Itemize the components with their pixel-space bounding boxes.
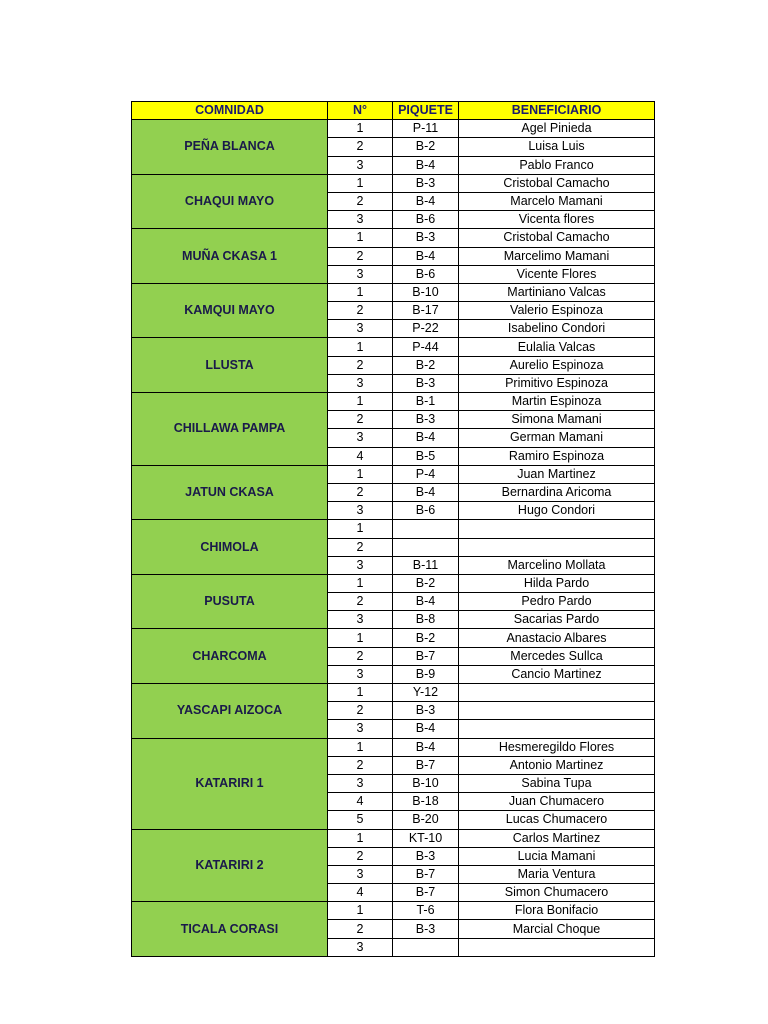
piquete-cell: B-3 bbox=[393, 374, 459, 392]
beneficiary-cell bbox=[459, 702, 655, 720]
row-number-cell: 2 bbox=[328, 593, 393, 611]
beneficiary-cell: Antonio Martinez bbox=[459, 756, 655, 774]
beneficiaries-table bbox=[131, 101, 655, 957]
row-number-cell: 2 bbox=[328, 847, 393, 865]
table-row bbox=[132, 338, 655, 356]
piquete-cell: B-7 bbox=[393, 756, 459, 774]
piquete-cell: B-5 bbox=[393, 447, 459, 465]
piquete-cell: B-10 bbox=[393, 283, 459, 301]
row-number-cell: 1 bbox=[328, 738, 393, 756]
beneficiary-cell bbox=[459, 684, 655, 702]
table-row bbox=[132, 229, 655, 247]
table-row bbox=[132, 829, 655, 847]
beneficiary-cell: Sabina Tupa bbox=[459, 774, 655, 792]
beneficiary-cell: Pedro Pardo bbox=[459, 593, 655, 611]
piquete-cell: B-4 bbox=[393, 429, 459, 447]
piquete-cell: B-6 bbox=[393, 502, 459, 520]
table-row bbox=[132, 465, 655, 483]
piquete-cell: B-17 bbox=[393, 302, 459, 320]
piquete-cell: B-2 bbox=[393, 629, 459, 647]
piquete-cell: B-3 bbox=[393, 411, 459, 429]
table-row bbox=[132, 684, 655, 702]
beneficiary-cell: Carlos Martinez bbox=[459, 829, 655, 847]
beneficiary-cell: Maria Ventura bbox=[459, 865, 655, 883]
beneficiary-cell: Sacarias Pardo bbox=[459, 611, 655, 629]
beneficiary-cell: Martiniano Valcas bbox=[459, 283, 655, 301]
table-row bbox=[132, 283, 655, 301]
beneficiary-cell: Juan Chumacero bbox=[459, 793, 655, 811]
row-number-cell: 2 bbox=[328, 356, 393, 374]
header-piquete: PIQUETE bbox=[393, 102, 459, 120]
beneficiary-cell: Pablo Franco bbox=[459, 156, 655, 174]
beneficiary-cell: Marcelino Mollata bbox=[459, 556, 655, 574]
piquete-cell: B-4 bbox=[393, 738, 459, 756]
piquete-cell: B-7 bbox=[393, 647, 459, 665]
piquete-cell: Y-12 bbox=[393, 684, 459, 702]
row-number-cell: 2 bbox=[328, 247, 393, 265]
community-cell: PUSUTA bbox=[132, 574, 328, 629]
beneficiary-cell bbox=[459, 720, 655, 738]
beneficiary-cell: Vicenta flores bbox=[459, 211, 655, 229]
row-number-cell: 3 bbox=[328, 502, 393, 520]
beneficiary-cell: Valerio Espinoza bbox=[459, 302, 655, 320]
row-number-cell: 3 bbox=[328, 865, 393, 883]
table-row bbox=[132, 520, 655, 538]
beneficiary-cell: Anastacio Albares bbox=[459, 629, 655, 647]
piquete-cell: KT-10 bbox=[393, 829, 459, 847]
beneficiary-cell: Marcelo Mamani bbox=[459, 192, 655, 210]
piquete-cell: B-20 bbox=[393, 811, 459, 829]
row-number-cell: 1 bbox=[328, 393, 393, 411]
piquete-cell: P-4 bbox=[393, 465, 459, 483]
row-number-cell: 2 bbox=[328, 411, 393, 429]
piquete-cell: B-4 bbox=[393, 247, 459, 265]
community-cell: CHARCOMA bbox=[132, 629, 328, 684]
beneficiary-cell: Lucia Mamani bbox=[459, 847, 655, 865]
community-cell: KATARIRI 2 bbox=[132, 829, 328, 902]
beneficiary-cell: Martin Espinoza bbox=[459, 393, 655, 411]
community-cell: CHILLAWA PAMPA bbox=[132, 393, 328, 466]
row-number-cell: 3 bbox=[328, 774, 393, 792]
row-number-cell: 1 bbox=[328, 574, 393, 592]
piquete-cell: B-7 bbox=[393, 884, 459, 902]
piquete-cell: B-6 bbox=[393, 211, 459, 229]
piquete-cell: B-11 bbox=[393, 556, 459, 574]
table-body bbox=[132, 120, 655, 957]
beneficiary-cell: Luisa Luis bbox=[459, 138, 655, 156]
row-number-cell: 2 bbox=[328, 756, 393, 774]
row-number-cell: 1 bbox=[328, 174, 393, 192]
piquete-cell: B-3 bbox=[393, 229, 459, 247]
row-number-cell: 4 bbox=[328, 793, 393, 811]
community-cell: TICALA CORASI bbox=[132, 902, 328, 957]
community-cell: MUÑA CKASA 1 bbox=[132, 229, 328, 284]
row-number-cell: 1 bbox=[328, 229, 393, 247]
row-number-cell: 3 bbox=[328, 720, 393, 738]
beneficiary-cell bbox=[459, 520, 655, 538]
row-number-cell: 2 bbox=[328, 483, 393, 501]
beneficiary-cell: Marcial Choque bbox=[459, 920, 655, 938]
piquete-cell: B-4 bbox=[393, 593, 459, 611]
piquete-cell: B-2 bbox=[393, 138, 459, 156]
row-number-cell: 3 bbox=[328, 374, 393, 392]
piquete-cell: B-3 bbox=[393, 702, 459, 720]
piquete-cell bbox=[393, 538, 459, 556]
beneficiary-cell: Lucas Chumacero bbox=[459, 811, 655, 829]
beneficiary-cell: Juan Martinez bbox=[459, 465, 655, 483]
row-number-cell: 2 bbox=[328, 538, 393, 556]
beneficiary-cell: Cancio Martinez bbox=[459, 665, 655, 683]
row-number-cell: 1 bbox=[328, 684, 393, 702]
piquete-cell: B-7 bbox=[393, 865, 459, 883]
piquete-cell: P-11 bbox=[393, 120, 459, 138]
piquete-cell: B-4 bbox=[393, 156, 459, 174]
beneficiary-cell: Agel Piniedа bbox=[459, 120, 655, 138]
table-row bbox=[132, 393, 655, 411]
row-number-cell: 1 bbox=[328, 520, 393, 538]
row-number-cell: 2 bbox=[328, 192, 393, 210]
beneficiary-cell: Hugo Condori bbox=[459, 502, 655, 520]
community-cell: CHAQUI MAYO bbox=[132, 174, 328, 229]
beneficiary-cell: Isabelino Condori bbox=[459, 320, 655, 338]
row-number-cell: 3 bbox=[328, 611, 393, 629]
beneficiary-cell: Bernardina Aricoma bbox=[459, 483, 655, 501]
community-cell: LLUSTA bbox=[132, 338, 328, 393]
beneficiary-cell: Marcelimo Mamani bbox=[459, 247, 655, 265]
table-row bbox=[132, 174, 655, 192]
community-cell: KAMQUI MAYO bbox=[132, 283, 328, 338]
row-number-cell: 3 bbox=[328, 265, 393, 283]
piquete-cell: B-18 bbox=[393, 793, 459, 811]
row-number-cell: 3 bbox=[328, 320, 393, 338]
piquete-cell: B-3 bbox=[393, 174, 459, 192]
piquete-cell: B-4 bbox=[393, 192, 459, 210]
row-number-cell: 4 bbox=[328, 884, 393, 902]
row-number-cell: 1 bbox=[328, 829, 393, 847]
piquete-cell: P-22 bbox=[393, 320, 459, 338]
piquete-cell: B-4 bbox=[393, 720, 459, 738]
row-number-cell: 2 bbox=[328, 138, 393, 156]
piquete-cell: B-6 bbox=[393, 265, 459, 283]
table-row bbox=[132, 738, 655, 756]
row-number-cell: 2 bbox=[328, 702, 393, 720]
piquete-cell: B-8 bbox=[393, 611, 459, 629]
beneficiary-cell: Mercedes Sullca bbox=[459, 647, 655, 665]
table-row bbox=[132, 902, 655, 920]
row-number-cell: 3 bbox=[328, 429, 393, 447]
beneficiary-cell: Cristobal Camacho bbox=[459, 229, 655, 247]
community-cell: YASCAPI AIZOCA bbox=[132, 684, 328, 739]
beneficiary-cell: Hesmeregildo Flores bbox=[459, 738, 655, 756]
row-number-cell: 2 bbox=[328, 647, 393, 665]
piquete-cell: B-2 bbox=[393, 356, 459, 374]
header-numero: N° bbox=[328, 102, 393, 120]
piquete-cell bbox=[393, 520, 459, 538]
row-number-cell: 2 bbox=[328, 920, 393, 938]
piquete-cell: B-3 bbox=[393, 920, 459, 938]
header-comunidad: COMNIDAD bbox=[132, 102, 328, 120]
beneficiary-cell: Eulalia Valcas bbox=[459, 338, 655, 356]
community-cell: JATUN CKASA bbox=[132, 465, 328, 520]
row-number-cell: 1 bbox=[328, 465, 393, 483]
piquete-cell: B-4 bbox=[393, 483, 459, 501]
table-viewport bbox=[131, 101, 655, 954]
community-cell: KATARIRI 1 bbox=[132, 738, 328, 829]
table-row bbox=[132, 120, 655, 138]
table-row bbox=[132, 629, 655, 647]
row-number-cell: 3 bbox=[328, 938, 393, 956]
table-row bbox=[132, 574, 655, 592]
row-number-cell: 1 bbox=[328, 629, 393, 647]
piquete-cell: B-10 bbox=[393, 774, 459, 792]
row-number-cell: 3 bbox=[328, 156, 393, 174]
beneficiary-cell: Flora Bonifacio bbox=[459, 902, 655, 920]
piquete-cell: P-44 bbox=[393, 338, 459, 356]
row-number-cell: 3 bbox=[328, 556, 393, 574]
row-number-cell: 3 bbox=[328, 665, 393, 683]
beneficiary-cell: Simon Chumacero bbox=[459, 884, 655, 902]
beneficiary-cell bbox=[459, 538, 655, 556]
row-number-cell: 1 bbox=[328, 283, 393, 301]
row-number-cell: 2 bbox=[328, 302, 393, 320]
row-number-cell: 4 bbox=[328, 447, 393, 465]
beneficiary-cell: Hilda Pardo bbox=[459, 574, 655, 592]
piquete-cell: B-3 bbox=[393, 847, 459, 865]
beneficiary-cell: Simona Mamani bbox=[459, 411, 655, 429]
piquete-cell: B-2 bbox=[393, 574, 459, 592]
row-number-cell: 1 bbox=[328, 120, 393, 138]
community-cell: PEÑA BLANCA bbox=[132, 120, 328, 175]
row-number-cell: 1 bbox=[328, 902, 393, 920]
community-cell: CHIMOLA bbox=[132, 520, 328, 575]
beneficiary-cell: German Mamani bbox=[459, 429, 655, 447]
beneficiary-cell: Vicente Flores bbox=[459, 265, 655, 283]
beneficiary-cell: Primitivo Espinoza bbox=[459, 374, 655, 392]
beneficiary-cell bbox=[459, 938, 655, 956]
row-number-cell: 5 bbox=[328, 811, 393, 829]
piquete-cell: B-1 bbox=[393, 393, 459, 411]
piquete-cell: T-6 bbox=[393, 902, 459, 920]
beneficiary-cell: Cristobal Camacho bbox=[459, 174, 655, 192]
header-row bbox=[132, 102, 655, 120]
beneficiary-cell: Aurelio Espinoza bbox=[459, 356, 655, 374]
row-number-cell: 1 bbox=[328, 338, 393, 356]
beneficiary-cell: Ramiro Espinoza bbox=[459, 447, 655, 465]
piquete-cell: B-9 bbox=[393, 665, 459, 683]
header-beneficiario: BENEFICIARIO bbox=[459, 102, 655, 120]
row-number-cell: 3 bbox=[328, 211, 393, 229]
piquete-cell bbox=[393, 938, 459, 956]
